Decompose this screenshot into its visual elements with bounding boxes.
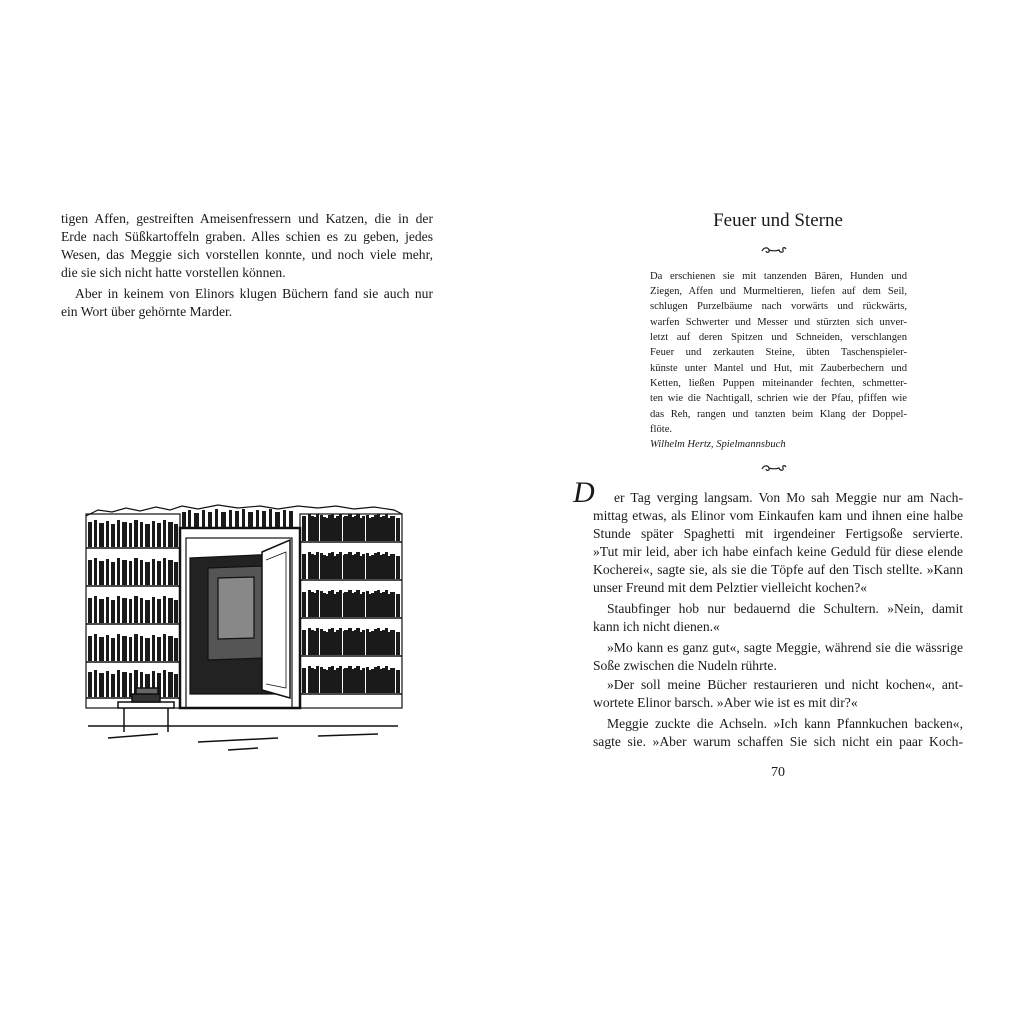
body-line: Kocherei«, sagte sie, als sie die Töpfe auf den Tisch stellte. »Kann <box>593 562 963 577</box>
epigraph-line: Da erschienen sie mit tanzenden Bären, Hunden und <box>650 271 907 282</box>
library-bookshelves-illustration <box>78 498 408 756</box>
epigraph-line: schlugen Purzelbäume nach vorwärts und rückwärts, <box>650 301 907 312</box>
left-text-line: tigen Affen, gestreiften Ameisenfressern und Katzen, die in der <box>61 211 433 226</box>
drop-cap: D <box>573 476 595 509</box>
left-text-line: Wesen, das Meggie sich vorstellen konnte, und noch viele mehr, <box>61 247 433 262</box>
body-line: kann ich nicht dienen.« <box>593 619 720 634</box>
page-number: 70 <box>771 765 785 780</box>
flourish-ornament-icon <box>761 245 787 255</box>
body-line: wortete Elinor barsch. »Aber wie ist es mit dir?« <box>593 695 858 710</box>
body-line: Stunde später Spaghetti mit irgendeiner Fertigsoße servierte. <box>593 526 963 541</box>
epigraph-line: flöte. <box>650 424 673 435</box>
epigraph-line: Ketten, ließen Puppen miteinander fechten, schmetter- <box>650 378 907 389</box>
body-line: mittag etwas, als Elinor vom Einkaufen kam und ihnen eine halbe <box>593 508 963 523</box>
body-line: »Tut mir leid, aber ich habe einfach keine Geduld für diese elende <box>593 544 963 559</box>
epigraph-line: das Reh, rangen und tanzten beim Klang der Doppel- <box>650 409 907 420</box>
epigraph-line: ten wie die Nachtigall, schrien wie der Pfau, pfiffen wie <box>650 393 907 404</box>
flourish-ornament-icon <box>761 463 787 473</box>
epigraph-line: Ziegen, Affen und Murmeltieren, liefen auf dem Seil, <box>650 286 907 297</box>
body-line: »Mo kann es ganz gut«, sagte Meggie, während sie die wässrige <box>607 640 963 655</box>
body-line: Meggie zuckte die Achseln. »Ich kann Pfannkuchen backen«, <box>607 716 963 731</box>
epigraph-line: Feuer und zerkauten Steine, übten Taschenspieler- <box>650 347 907 358</box>
body-line: unser Freund mit dem Pelztier vielleicht kochen?« <box>593 580 868 595</box>
body-line: er Tag verging langsam. Von Mo sah Meggie nur am Nach- <box>614 490 963 505</box>
body-line: Staubfinger hob nur bedauernd die Schultern. »Nein, damit <box>607 601 963 616</box>
epigraph-line: künste unter Mantel und Hut, mit Zauberbechern und <box>650 363 907 374</box>
epigraph-line: letzt auf deren Spitzen und Schneiden, verschlangen <box>650 332 907 343</box>
left-text-line: die sie sich nicht hatte vorstellen können. <box>61 265 286 280</box>
chapter-title: Feuer und Sterne <box>713 210 843 231</box>
left-text-line: ein Wort über gehörnte Marder. <box>61 304 233 319</box>
left-text-line: Aber in keinem von Elinors klugen Büchern fand sie auch nur <box>75 286 433 301</box>
body-line: Soße zwischen die Nudeln rührte. <box>593 658 777 673</box>
epigraph-line: warfen Schwerter und Messer und stürzten sich unver- <box>650 317 907 328</box>
body-line: »Der soll meine Bücher restaurieren und nicht kochen«, ant- <box>607 677 963 692</box>
left-text-line: Erde nach Süßkartoffeln graben. Alles schien es zu geben, jedes <box>61 229 433 244</box>
body-line: sagte sie. »Aber warum schaffen Sie sich nicht ein paar Koch- <box>593 734 963 749</box>
epigraph-attribution: Wilhelm Hertz, Spielmannsbuch <box>650 439 786 450</box>
